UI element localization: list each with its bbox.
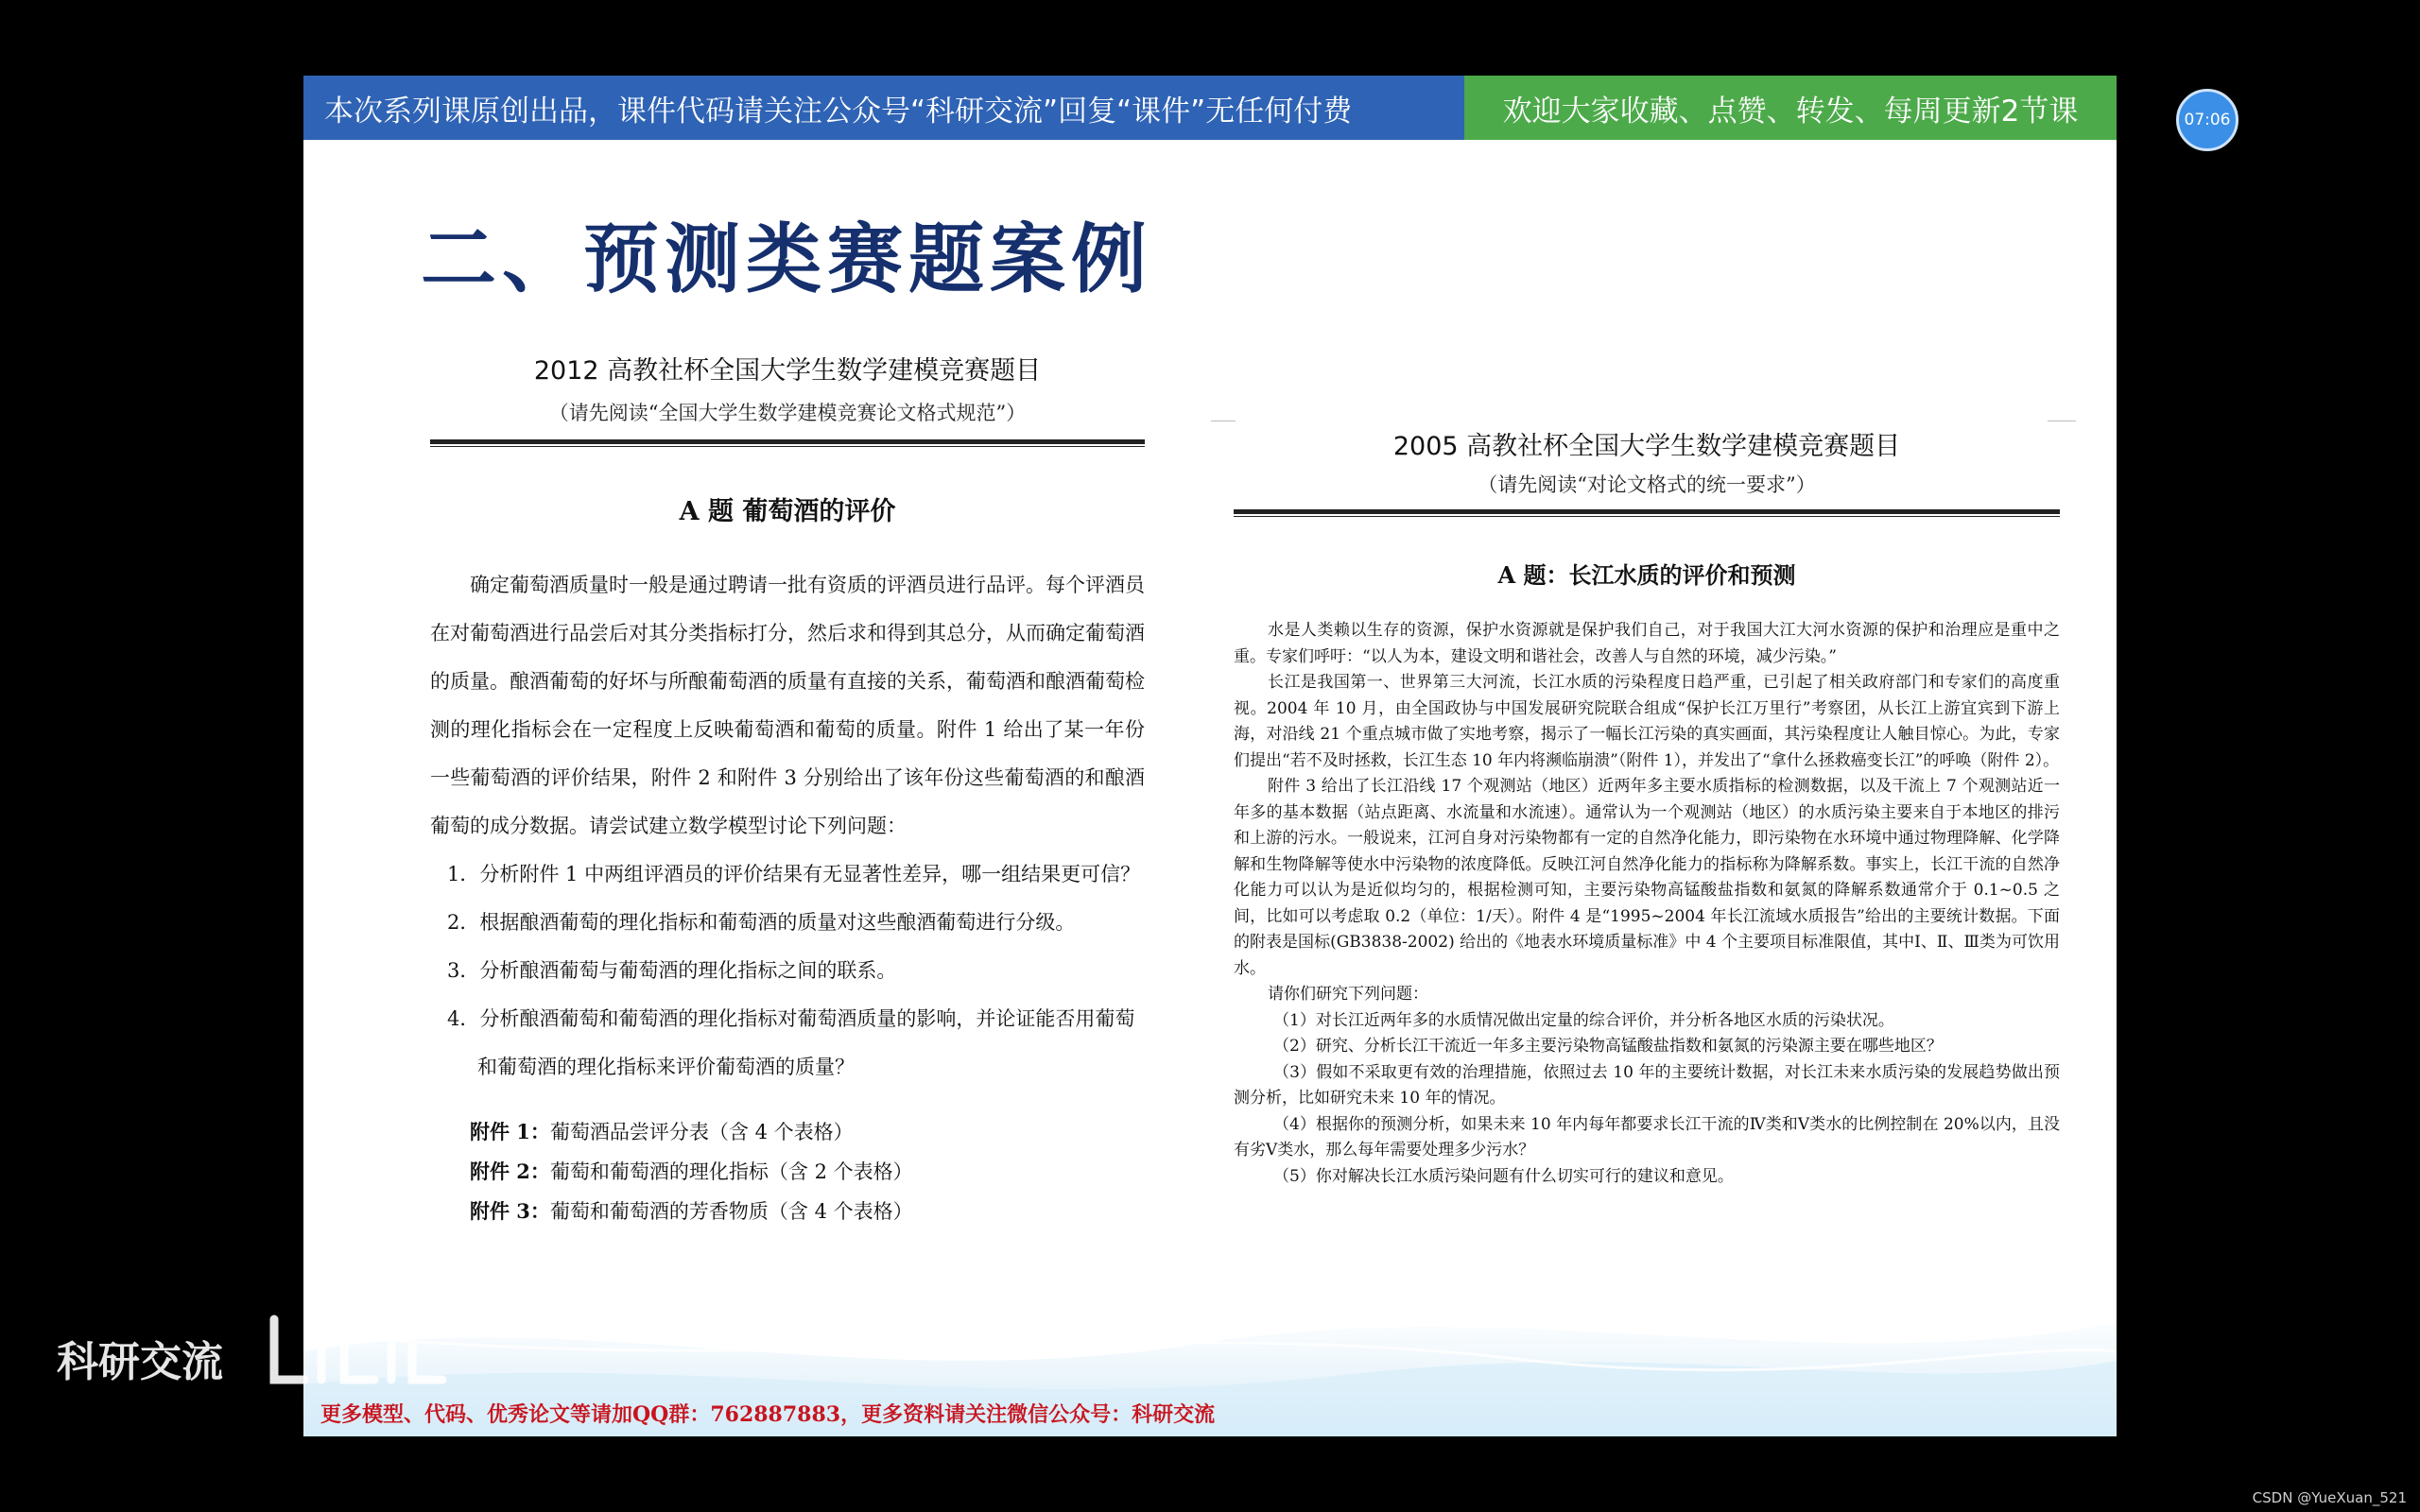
attachment-item: [470, 1112, 1145, 1152]
watermark-text: 科研交流: [57, 1338, 223, 1386]
attachments: [430, 1112, 1145, 1231]
problem-body: [1234, 618, 2060, 1190]
paragraph: 长江是我国第一、世界第三大河流，长江水质的污染程度日趋严重，已引起了相关政府部门和专家们的高度重视。2004 年 10 月，由全国政协与中国发展研究院联合组成“保护长江万里行”考察团，从长江上游宜宾到下游上海，对沿线 21 个重点城市做了实地考察，揭示了一幅长江污染的真实画面，其污染程度让人触目惊心。为此，专家们提出“若不及时拯救，长江生态 10 年内将濒临崩溃”（附件 1），并发出了“拿什么拯救癌变长江”的呼唤（附件 2）。: [1234, 673, 2060, 770]
doc-header: 2005 高教社杯全国大学生数学建模竞赛题目: [1392, 432, 1901, 461]
attachment-item: [470, 1192, 1145, 1231]
problem-paragraph: 确定葡萄酒质量时一般是通过聘请一批有资质的评酒员进行品评。每个评酒员在对葡萄酒进行品尝后对其分类指标打分，然后求和得到其总分，从而确定葡萄酒的质量。酿酒葡萄的好坏与所酿葡萄酒的质量有直接的关系，葡萄酒和酿酒葡萄检测的理化指标会在一定程度上反映葡萄酒和葡萄的质量。附件 1 给出了某一年份一些葡萄酒的评价结果，附件 2 和附件 3 分别给出了该年份这些葡萄酒的和酿酒葡萄的成分数据。请尝试建立数学模型讨论下列问题：: [430, 574, 1145, 837]
paragraph: 水是人类赖以生存的资源，保护水资源就是保护我们自己，对于我国大江大河水资源的保护和治理应是重中之重。专家们呼吁：“以人为本，建设文明和谐社会，改善人与自然的环境，减少污染。”: [1234, 621, 2060, 666]
question-list: [430, 850, 1145, 1091]
attachment-label: 附件 2：: [470, 1160, 550, 1183]
divider: [1234, 509, 2060, 517]
banner-right: 欢迎大家收藏、点赞、转发、每周更新2节课: [1464, 76, 2117, 140]
attachment-label: 附件 1：: [470, 1120, 550, 1143]
footer-text: 更多模型、代码、优秀论文等请加QQ群：762887883，更多资料请关注微信公众号：科研交流: [320, 1402, 1216, 1427]
question-item: 3．分析酿酒葡萄与葡萄酒的理化指标之间的联系。: [447, 959, 897, 982]
document-2012: [430, 350, 1145, 1231]
problem-title: A 题：长江水质的评价和预测: [1497, 561, 1796, 589]
question-item: 1．分析附件 1 中两组评酒员的评价结果有无显著性差异，哪一组结果更可信？: [447, 863, 1141, 885]
doc-header: 2012 高教社杯全国大学生数学建模竞赛题目: [533, 356, 1042, 386]
bilibili-logo-icon: [267, 1308, 456, 1389]
question-item: （1）对长江近两年多的水质情况做出定量的综合评价，并分析各地区水质的污染状况。: [1273, 1010, 1894, 1030]
slide: [303, 76, 2117, 1436]
question-item: 2．根据酿酒葡萄的理化指标和葡萄酒的质量对这些酿酒葡萄进行分级。: [447, 911, 1076, 934]
paragraph: 附件 3 给出了长江沿线 17 个观测站（地区）近两年多主要水质指标的检测数据，以及干流上 7 个观测站近一年多的基本数据（站点距离、水流量和水流速）。通常认为一个观测站（地区）的水质污染主要来自于本地区的排污和上游的污水。一般说来，江河自身对污染物都有一定的自然净化能力，即污染物在水环境中通过物理降解、化学降解和生物降解等使水中污染物的浓度降低。反映江河自然净化能力的指标称为降解系数。事实上，长江干流的自然净化能力可以认为是近似均匀的，根据检测可知，主要污染物高锰酸盐指数和氨氮的降解系数通常介于 0.1~0.5 之间，比如可以考虑取 0.2（单位：1/天）。附件 4 是“1995~2004 年长江流域水质报告”给出的主要统计数据。下面的附表是国标(GB3838-2002) 给出的《地表水环境质量标准》中 4 个主要项目标准限值，其中Ⅰ、Ⅱ、Ⅲ类为可饮用水。: [1234, 777, 2060, 978]
attachment-text: 葡萄和葡萄酒的芳香物质（含 4 个表格）: [549, 1200, 913, 1223]
document-2005: [1234, 425, 2060, 1190]
attachment-text: 葡萄和葡萄酒的理化指标（含 2 个表格）: [549, 1160, 913, 1183]
doc-subheader: （请先阅读“对论文格式的统一要求”）: [1478, 473, 1816, 496]
question-item: （3）假如不采取更有效的治理措施，依照过去 10 年的主要统计数据，对长江未来水质污染的发展趋势做出预测分析，比如研究未来 10 年的情况。: [1234, 1062, 2060, 1108]
attachment-text: 葡萄酒品尝评分表（含 4 个表格）: [549, 1121, 854, 1143]
paragraph: 请你们研究下列问题：: [1268, 985, 1428, 1004]
banner-left: 本次系列课原创出品，课件代码请关注公众号“科研交流”回复“课件”无任何付费: [303, 76, 1464, 140]
question-item: （2）研究、分析长江干流近一年多主要污染物高锰酸盐指数和氨氮的污染源主要在哪些地区？: [1273, 1037, 1943, 1056]
attachment-label: 附件 3：: [470, 1199, 550, 1223]
csdn-credit: CSDN @YueXuan_521: [2252, 1489, 2407, 1506]
question-item: 4．分析酿酒葡萄和葡萄酒的理化指标对葡萄酒质量的影响，并论证能否用葡萄和葡萄酒的理化指标来评价葡萄酒的质量？: [447, 1007, 1135, 1078]
problem-title: A 题 葡萄酒的评价: [679, 497, 896, 526]
question-item: （4）根据你的预测分析，如果未来 10 年内每年都要求长江干流的Ⅳ类和Ⅴ类水的比例控制在 20%以内，且没有劣Ⅴ类水，那么每年需要处理多少污水？: [1234, 1114, 2060, 1160]
doc-subheader: （请先阅读“全国大学生数学建模竞赛论文格式规范”）: [548, 402, 1027, 424]
divider: [430, 439, 1145, 447]
slide-title: 二、预测类赛题案例: [421, 215, 1152, 303]
attachment-item: [470, 1152, 1145, 1192]
question-item: （5）你对解决长江水质污染问题有什么切实可行的建议和意见。: [1273, 1166, 1734, 1186]
timer-badge[interactable]: 07:06: [2176, 89, 2238, 151]
